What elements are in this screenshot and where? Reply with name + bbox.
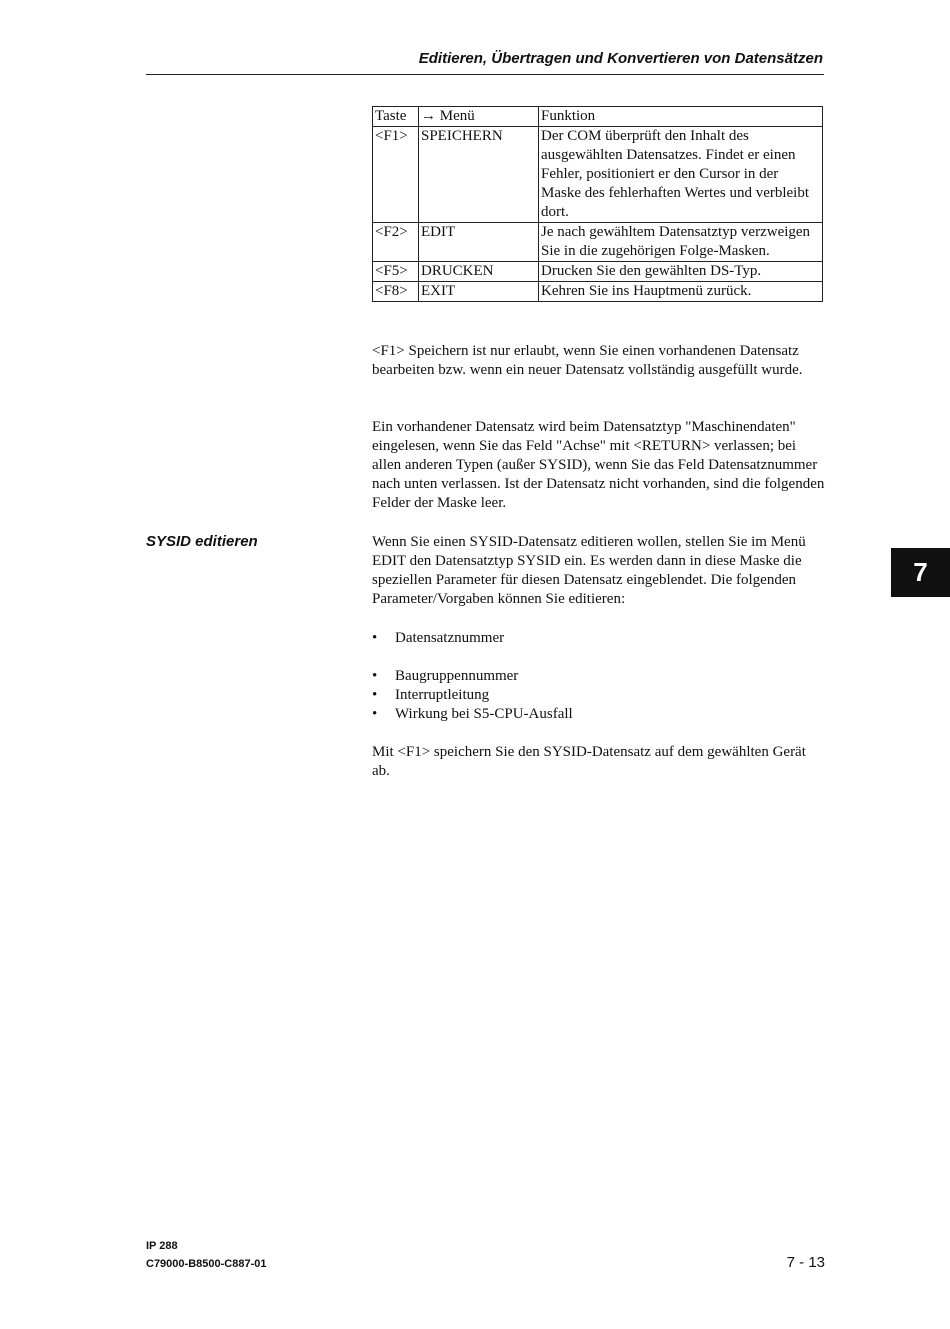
- list-item: [372, 705, 573, 724]
- table-header-row: [373, 107, 823, 127]
- table-header-cell: Funktion: [539, 107, 823, 127]
- list-item: [372, 667, 518, 686]
- list-item-label: Wirkung bei S5-CPU-Ausfall: [395, 706, 573, 722]
- list-item-label: Baugruppennummer: [395, 668, 519, 684]
- function-cell: Kehren Sie ins Hauptmenü zurück.: [539, 282, 823, 302]
- table-row: [373, 282, 823, 302]
- menu-cell: EXIT: [419, 282, 539, 302]
- list-item-label: Datensatznummer: [395, 630, 505, 646]
- bullet-icon: •: [372, 687, 378, 703]
- list-item-label: Interruptleitung: [395, 687, 490, 703]
- paragraph-save-sysid: Mit <F1> speichern Sie den SYSID-Datensatz auf dem gewählten Gerät ab.: [372, 744, 806, 779]
- list-item: [372, 686, 489, 705]
- page-number: 7 - 13: [786, 1254, 825, 1271]
- paragraph-save-note: <F1> Speichern ist nur erlaubt, wenn Sie einen vorhandenen Datensatz bearbeiten bzw. wenn ein neuer Datensatz vollständig ausgefüllt wurde.: [372, 343, 803, 378]
- menu-cell: EDIT: [419, 223, 539, 262]
- bullet-icon: •: [372, 706, 378, 722]
- bullet-icon: •: [372, 630, 378, 646]
- key-cell: <F1>: [373, 127, 419, 223]
- table-row: [373, 127, 823, 223]
- header-rule: [146, 74, 824, 75]
- function-key-table: [372, 106, 823, 302]
- key-cell: <F8>: [373, 282, 419, 302]
- footer-product: IP 288: [146, 1240, 178, 1252]
- function-cell: Je nach gewähltem Datensatztyp verzweigen Sie in die zugehörigen Folge-Masken.: [539, 223, 823, 262]
- running-header-title: Editieren, Übertragen und Konvertieren von Datensätzen: [418, 50, 823, 67]
- footer-doc-number: C79000-B8500-C887-01: [146, 1258, 267, 1270]
- side-heading: SYSID editieren: [146, 533, 258, 550]
- key-cell: <F5>: [373, 262, 419, 282]
- paragraph-sysid-intro: Wenn Sie einen SYSID-Datensatz editieren wollen, stellen Sie im Menü EDIT den Datensatztyp SYSID ein. Es werden dann in diese Maske die speziellen Parameter für diesen Datensatz eingeblendet. Die folgenden Parameter/Vorgaben können Sie editieren:: [372, 534, 806, 607]
- table-row: [373, 262, 823, 282]
- list-item: [372, 629, 504, 648]
- table-header-cell: Taste: [373, 107, 419, 127]
- paragraph-existing-record: Ein vorhandener Datensatz wird beim Datensatztyp "Maschinendaten" eingelesen, wenn Sie das Feld "Achse" mit <RETURN> verlassen; bei allen anderen Typen (außer SYSID), wenn Sie das Feld Datensatznummer nach unten verlassen. Ist der Datensatz nicht vorhanden, sind die folgenden Felder der Maske leer.: [372, 419, 825, 511]
- menu-cell: SPEICHERN: [419, 127, 539, 223]
- chapter-tab-marker: 7: [891, 548, 950, 597]
- table-header-cell: → Menü: [419, 107, 539, 127]
- table-row: [373, 223, 823, 262]
- function-cell: Drucken Sie den gewählten DS-Typ.: [539, 262, 823, 282]
- key-cell: <F2>: [373, 223, 419, 262]
- menu-cell: DRUCKEN: [419, 262, 539, 282]
- function-cell: Der COM überprüft den Inhalt des ausgewählten Datensatzes. Findet er einen Fehler, positioniert er den Cursor in der Maske des fehlerhaften Wertes und verbleibt dort.: [539, 127, 823, 223]
- bullet-icon: •: [372, 668, 378, 684]
